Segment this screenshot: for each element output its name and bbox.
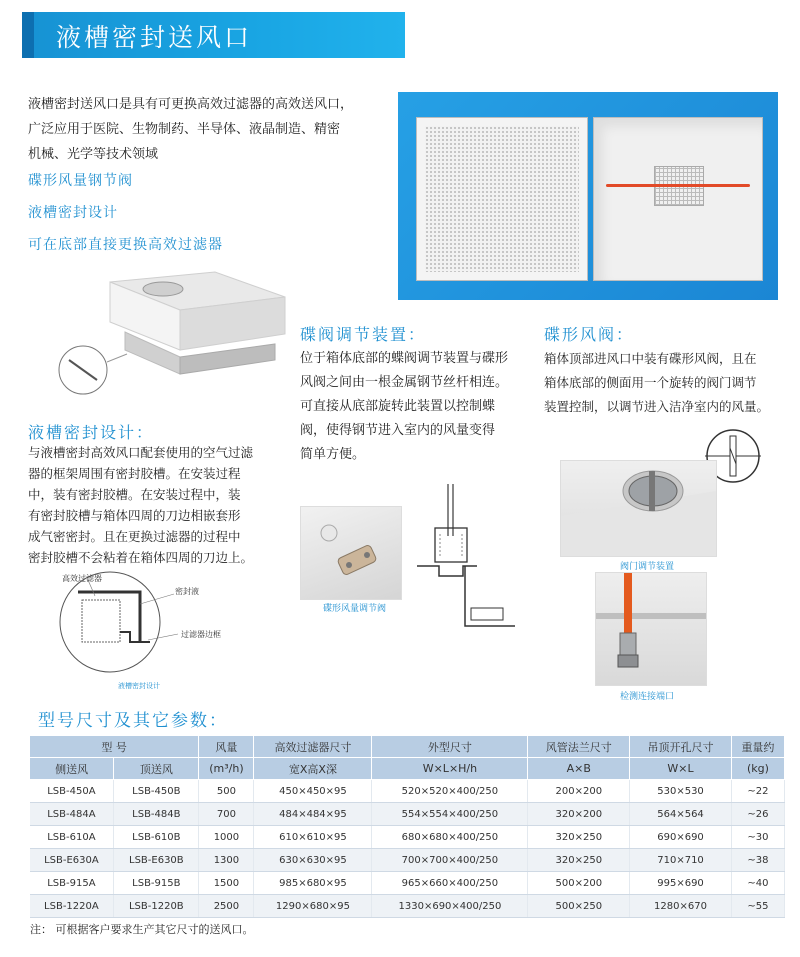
para-line: 可直接从底部旋转此装置以控制蝶 [300,399,496,414]
cell-side: LSB-484A [30,803,114,826]
para-line: 阀，使得钢节进入室内的风量变得 [300,423,496,438]
col-weight: 重量约 [731,736,784,758]
cell-outer: 680×680×400/250 [372,826,528,849]
cell-side: LSB-610A [30,826,114,849]
cell-flange: 320×250 [528,826,630,849]
cell-ceiling: 995×690 [630,872,732,895]
cell-top: LSB-915B [114,872,199,895]
intro-line: 广泛应用于医院、生物制药、半导体、液晶制造、精密 [28,122,341,137]
seal-diagram [50,570,260,690]
feature-butterfly-damper: 碟形风量钢节阀 [28,173,133,189]
cell-top: LSB-E630B [114,849,199,872]
cell-outer: 1330×690×400/250 [372,895,528,918]
table-row [30,849,785,872]
cell-top: LSB-1220B [114,895,199,918]
open-box-image [593,117,763,281]
table-row [30,826,785,849]
feature-liquid-seal: 液槽密封设计 [28,205,118,221]
butterfly-adjust-heading: 碟阀调节装置： [300,325,427,344]
valve-adjuster-photo [560,460,717,557]
diagram-label-sealant: 密封液 [175,587,199,596]
spec-table [29,735,785,918]
col-model: 型 号 [30,736,199,758]
footnote: 注： 可根据客户要求生产其它尺寸的送风口。 [30,923,254,936]
cell-filter: 630×630×95 [254,849,372,872]
para-line: 器的框架周围有密封胶槽。在安装过程 [28,466,241,481]
cell-filter: 1290×680×95 [254,895,372,918]
cell-airflow: 1000 [199,826,254,849]
intro-line: 机械、光学等技术领域 [28,147,159,162]
cell-filter: 610×610×95 [254,826,372,849]
cell-flange: 320×200 [528,803,630,826]
cell-weight: ~22 [731,780,784,803]
cell-flange: 500×200 [528,872,630,895]
butterfly-adjust-paragraph [300,347,530,467]
title-accent [22,12,34,58]
cell-airflow: 1500 [199,872,254,895]
cell-flange: 200×200 [528,780,630,803]
cell-top: LSB-484B [114,803,199,826]
table-row [30,872,785,895]
cell-weight: ~30 [731,826,784,849]
col-airflow-unit: (m³/h) [199,758,254,780]
title-band [22,12,405,58]
cell-ceiling: 690×690 [630,826,732,849]
para-line: 有密封胶槽与箱体四周的刀边相嵌套形 [28,508,241,523]
butterfly-valve-heading: 碟形风阀： [544,325,635,344]
test-port-image [596,573,706,685]
cell-filter: 450×450×95 [254,780,372,803]
cell-outer: 965×660×400/250 [372,872,528,895]
para-line: 箱体顶部进风口中装有碟形风阀，且在 [544,351,757,366]
para-line: 简单方便。 [300,447,366,462]
para-line: 密封胶槽不会粘着在箱体四周的刀边上。 [28,550,254,565]
regulator-photo [300,506,402,600]
para-line: 位于箱体底部的蝶阀调节装置与碟形 [300,351,509,366]
cell-ceiling: 1280×670 [630,895,732,918]
para-line: 中，装有密封胶槽。在安装过程中，装 [28,487,241,502]
cell-weight: ~38 [731,849,784,872]
col-ceiling: 吊顶开孔尺寸 [630,736,732,758]
seal-design-paragraph [28,442,290,568]
diagram-label-frame: 过滤器边框 [181,630,221,639]
col-ceiling-sub: W×L [630,758,732,780]
cell-outer: 700×700×400/250 [372,849,528,872]
col-top: 顶送风 [114,758,199,780]
intro-paragraph [28,92,383,167]
test-port-photo [595,572,707,686]
valve-opening-image [561,461,716,556]
steel-rod-image [606,184,750,187]
rod-schematic [405,476,520,636]
cell-ceiling: 564×564 [630,803,732,826]
butterfly-valve-paragraph [544,347,794,419]
cell-airflow: 500 [199,780,254,803]
col-weight-unit: (kg) [731,758,784,780]
cell-filter: 484×484×95 [254,803,372,826]
cell-weight: ~40 [731,872,784,895]
feature-bottom-replace: 可在底部直接更换高效过滤器 [28,237,223,253]
perforated-panel-image [416,117,588,281]
table-row [30,895,785,918]
cell-flange: 320×250 [528,849,630,872]
cell-flange: 500×250 [528,895,630,918]
table-row [30,780,785,803]
cell-weight: ~55 [731,895,784,918]
product-photo [398,92,778,300]
table-row [30,803,785,826]
cell-ceiling: 530×530 [630,780,732,803]
regulator-knob-image [301,507,401,599]
housing-illustration [55,262,295,397]
diagram-label-filter: 高效过滤器 [62,574,102,583]
col-airflow: 风量 [199,736,254,758]
intro-line: 液槽密封送风口是具有可更换高效过滤器的高效送风口， [28,97,354,112]
test-port-caption: 检测连接端口 [620,692,675,702]
col-flange: 风管法兰尺寸 [528,736,630,758]
page-title: 液槽密封送风口 [56,23,253,52]
col-outer-sub: W×L×H/h [372,758,528,780]
cell-side: LSB-1220A [30,895,114,918]
valve-adjuster-caption: 阀门调节装置 [620,562,675,572]
seal-diagram-caption: 液槽密封设计 [118,682,160,690]
col-side: 侧送风 [30,758,114,780]
cell-weight: ~26 [731,803,784,826]
cell-airflow: 2500 [199,895,254,918]
cell-outer: 520×520×400/250 [372,780,528,803]
para-line: 箱体底部的侧面用一个旋转的阀门调节 [544,375,757,390]
cell-airflow: 700 [199,803,254,826]
para-line: 装置控制，以调节进入洁净室内的风量。 [544,399,770,414]
cell-ceiling: 710×710 [630,849,732,872]
cell-side: LSB-915A [30,872,114,895]
cell-top: LSB-610B [114,826,199,849]
col-outer: 外型尺寸 [372,736,528,758]
cell-airflow: 1300 [199,849,254,872]
para-line: 与液槽密封高效风口配套使用的空气过滤 [28,445,254,460]
cell-filter: 985×680×95 [254,872,372,895]
specs-heading: 型号尺寸及其它参数： [38,711,228,731]
para-line: 风阀之间由一根金属钢节丝杆相连。 [300,375,509,390]
col-filter: 高效过滤器尺寸 [254,736,372,758]
cell-side: LSB-450A [30,780,114,803]
cell-top: LSB-450B [114,780,199,803]
cell-side: LSB-E630A [30,849,114,872]
para-line: 成气密密封。且在更换过滤器的过程中 [28,529,241,544]
regulator-photo-caption: 碟形风量调节阀 [323,604,387,614]
cell-outer: 554×554×400/250 [372,803,528,826]
seal-design-heading: 液槽密封设计： [28,423,155,442]
col-filter-sub: 宽X高X深 [254,758,372,780]
col-flange-sub: A×B [528,758,630,780]
